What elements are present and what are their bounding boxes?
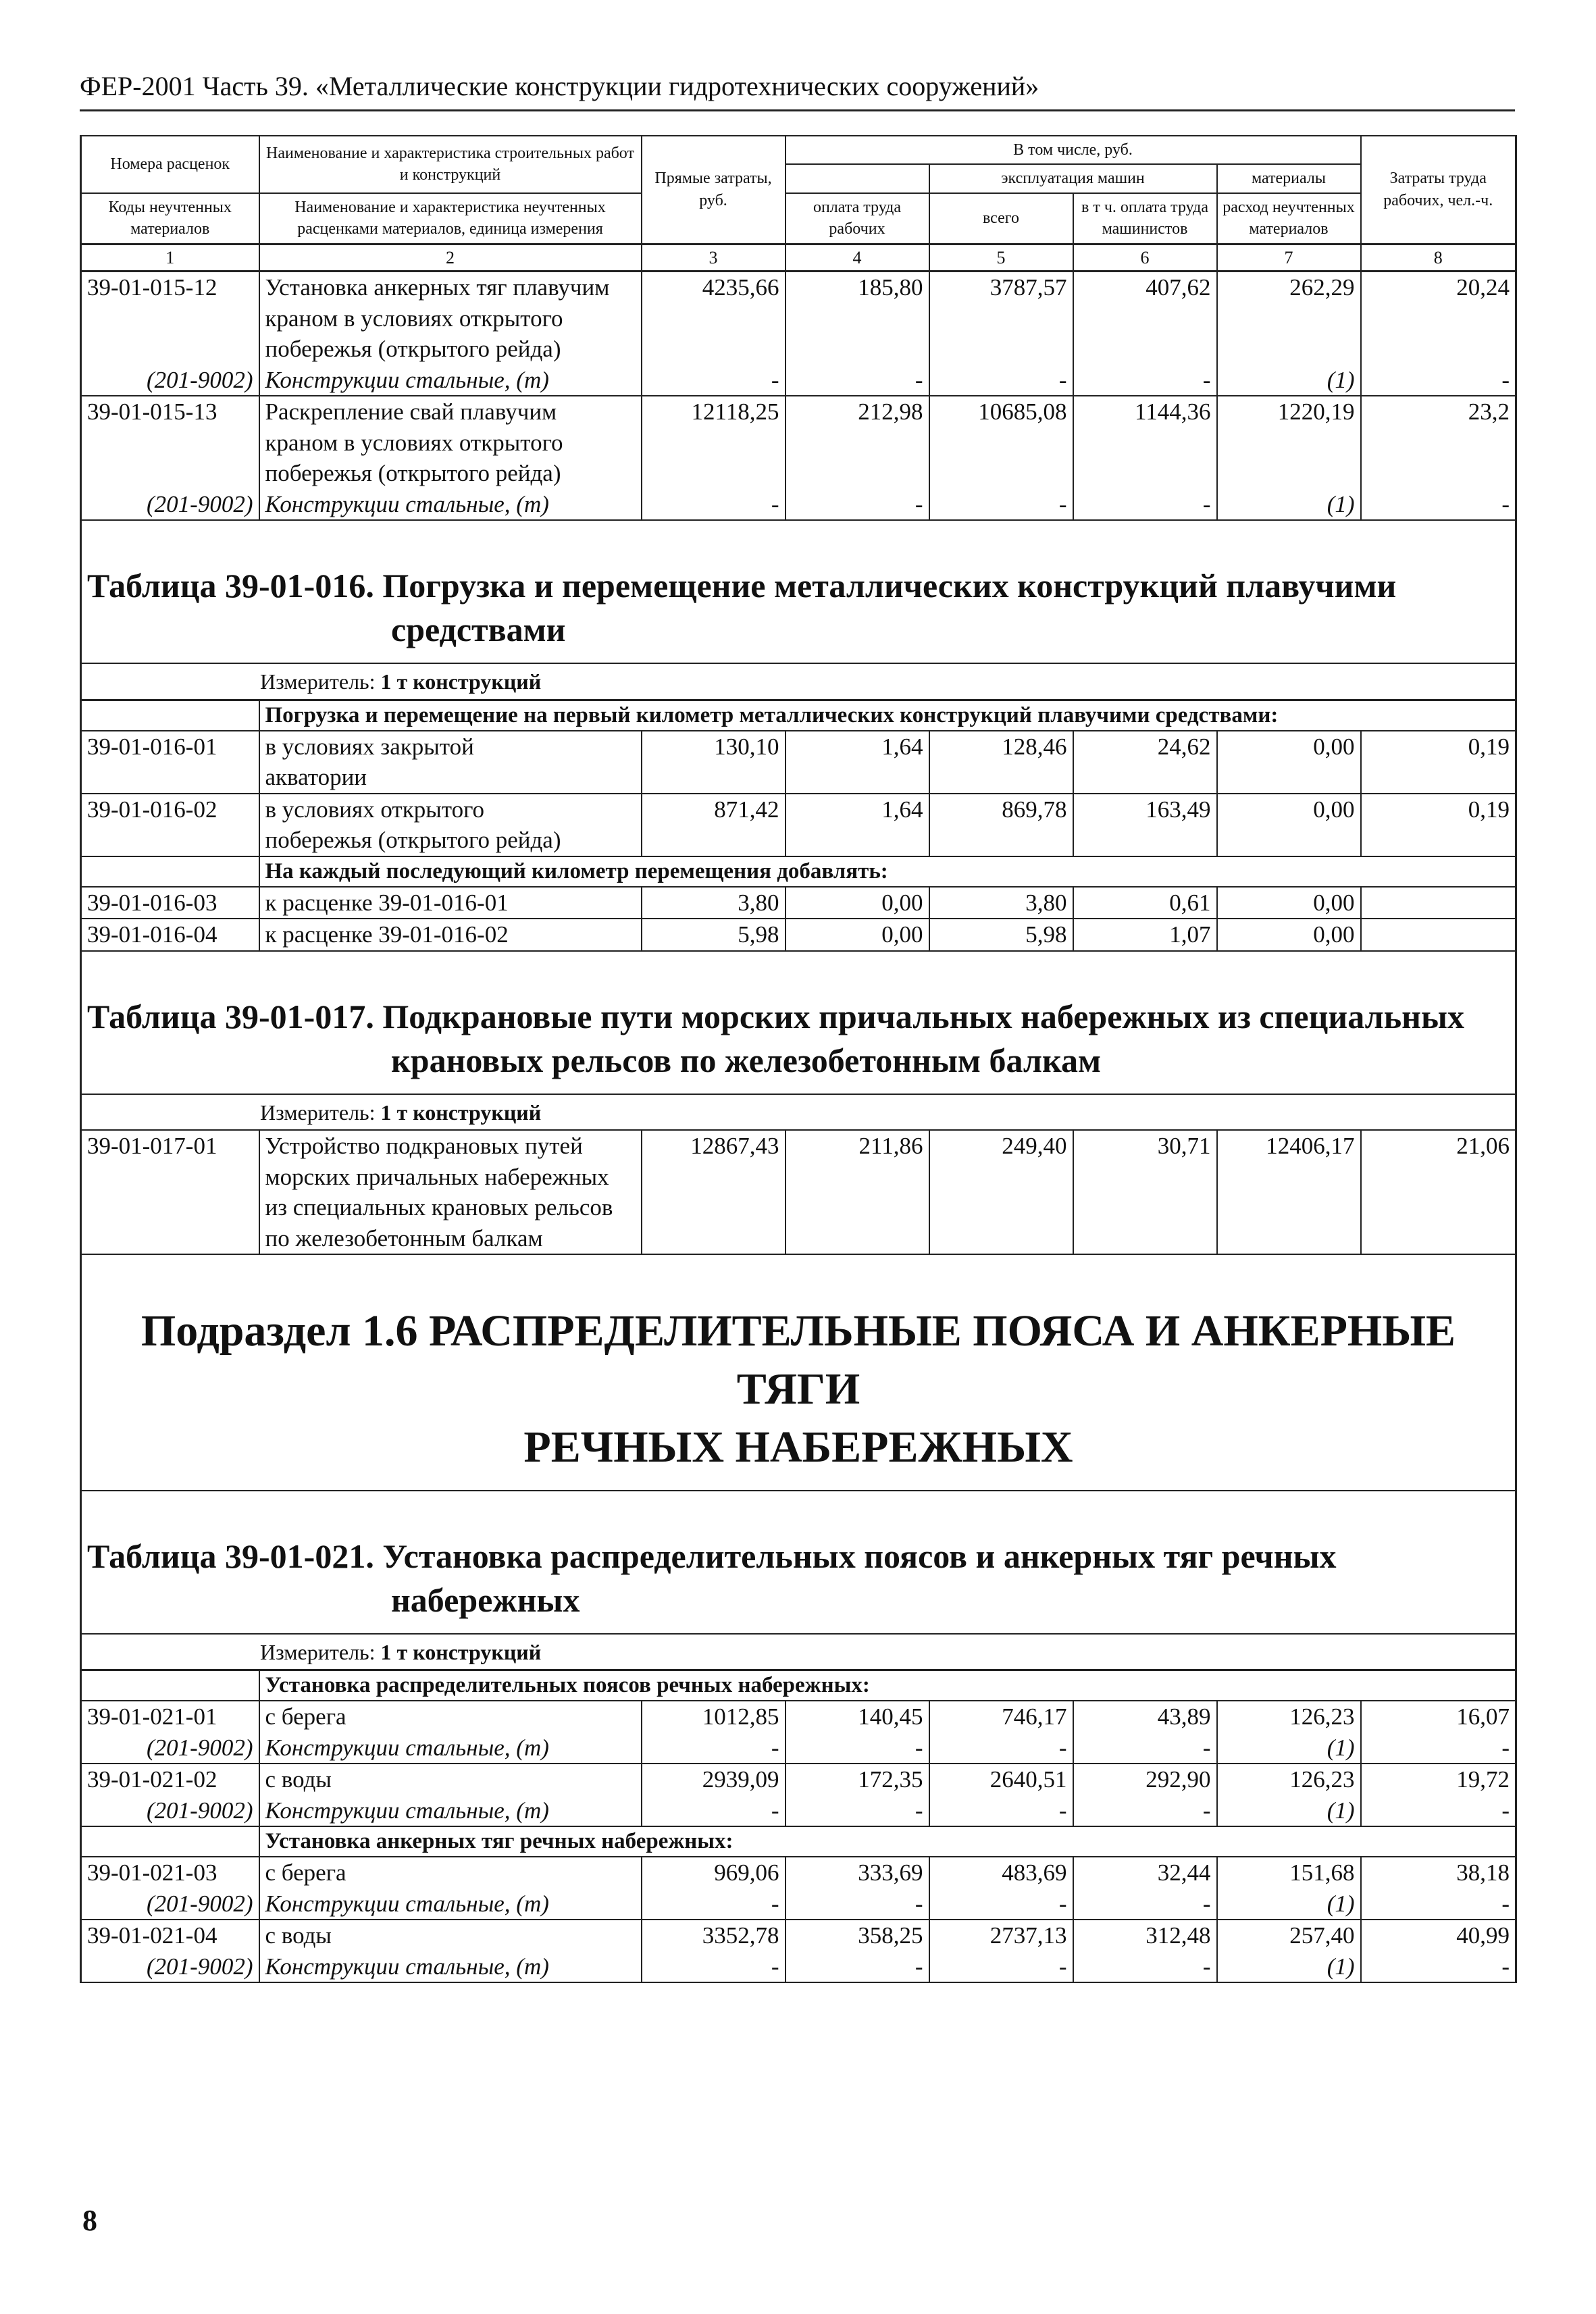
material-name-cell: Конструкции стальные, (т) [259, 365, 642, 396]
labor-cell: - [1361, 1795, 1516, 1827]
machines-total-cell: - [929, 489, 1073, 521]
machines-total-cell: 2737,13 [929, 1920, 1073, 1951]
gap-cell [81, 951, 1516, 961]
materials-cell: 126,23 [1217, 1764, 1361, 1795]
rate-row [81, 887, 1516, 919]
subheading-row [81, 700, 1516, 730]
work-name-line: морских причальных набережных [265, 1163, 609, 1190]
materials-cell: (1) [1217, 1951, 1361, 1983]
labor-cell: 19,72 [1361, 1764, 1516, 1795]
worker-pay-cell: 172,35 [786, 1764, 929, 1795]
operator-pay-cell: - [1073, 1951, 1217, 1983]
col-num: 4 [786, 244, 929, 272]
measure-label: Измеритель: [260, 669, 376, 694]
work-name-line: краном в условиях открытого [265, 305, 563, 332]
subheading-row [81, 1826, 1516, 1857]
operator-pay-cell: 30,71 [1073, 1130, 1217, 1254]
materials-cell: (1) [1217, 1888, 1361, 1920]
col-num: 8 [1361, 244, 1516, 272]
direct-costs-cell: - [642, 1951, 786, 1983]
work-name-line: Устройство подкрановых путей [265, 1133, 583, 1160]
machines-total-cell: 2640,51 [929, 1764, 1073, 1795]
rate-code-cell: 39-01-016-02 [81, 794, 259, 856]
operator-pay-cell: 32,44 [1073, 1857, 1217, 1888]
col-num: 7 [1217, 244, 1361, 272]
machines-total-cell: 746,17 [929, 1701, 1073, 1732]
header-including: В том числе, руб. [786, 136, 1361, 164]
rates-table [80, 135, 1517, 1983]
labor-cell: - [1361, 365, 1516, 396]
direct-costs-cell: - [642, 489, 786, 521]
header-materials: материалы [1217, 164, 1361, 192]
operator-pay-cell: - [1073, 1888, 1217, 1920]
work-name-line: побережья (открытого рейда) [265, 460, 561, 487]
work-name-cell [259, 396, 642, 489]
col-num: 2 [259, 244, 642, 272]
materials-cell: 0,00 [1217, 794, 1361, 856]
direct-costs-cell: 969,06 [642, 1857, 786, 1888]
rate-code-cell: 39-01-021-03 [81, 1857, 259, 1888]
subheading-cell: На каждый последующий километр перемещения добавлять: [259, 856, 1516, 887]
labor-cell: 16,07 [1361, 1701, 1516, 1732]
labor-cell: 0,19 [1361, 794, 1516, 856]
rate-row [81, 272, 1516, 365]
material-name-cell: Конструкции стальные, (т) [259, 1795, 642, 1827]
rate-code-cell: 39-01-021-02 [81, 1764, 259, 1795]
worker-pay-cell: - [786, 365, 929, 396]
direct-costs-cell: 12118,25 [642, 396, 786, 489]
work-name-cell [259, 919, 642, 951]
machines-total-cell: 483,69 [929, 1857, 1073, 1888]
rate-row [81, 1764, 1516, 1795]
direct-costs-cell: - [642, 1732, 786, 1764]
measure-label: Измеритель: [260, 1100, 376, 1125]
header-work-name: Наименование и характеристика строительных работ и конструкций [259, 136, 642, 193]
table-title-row [81, 961, 1516, 1094]
work-name-line: по железобетонным балкам [265, 1225, 543, 1252]
section-heading [81, 1275, 1516, 1490]
header-machines-total: всего [929, 193, 1073, 244]
materials-cell: (1) [1217, 1795, 1361, 1827]
work-name-cell [259, 731, 642, 794]
operator-pay-cell: 292,90 [1073, 1764, 1217, 1795]
subheading-cell: Установка распределительных поясов речных набережных: [259, 1670, 1516, 1701]
work-name-cell [259, 887, 642, 919]
rate-row [81, 1130, 1516, 1254]
table-title-line: Таблица 39-01-021. Установка распределительных поясов и анкерных тяг речных [87, 1537, 1337, 1575]
header-machines: эксплуатация машин [929, 164, 1217, 192]
work-name-line: акватории [265, 764, 367, 791]
operator-pay-cell: - [1073, 365, 1217, 396]
operator-pay-cell: 163,49 [1073, 794, 1217, 856]
subheading-cell: Установка анкерных тяг речных набережных: [259, 1826, 1516, 1857]
measure-row [81, 663, 1516, 700]
operator-pay-cell: 43,89 [1073, 1701, 1217, 1732]
material-row [81, 1888, 1516, 1920]
material-name-cell: Конструкции стальные, (т) [259, 1951, 642, 1983]
direct-costs-cell: 4235,66 [642, 272, 786, 365]
labor-cell: 21,06 [1361, 1130, 1516, 1254]
header-material-consumption: расход неучтенных материалов [1217, 193, 1361, 244]
material-code-cell: (201-9002) [81, 1951, 259, 1983]
labor-cell [1361, 887, 1516, 919]
machines-total-cell: - [929, 365, 1073, 396]
machines-total-cell: 3787,57 [929, 272, 1073, 365]
operator-pay-cell: 0,61 [1073, 887, 1217, 919]
direct-costs-cell: - [642, 365, 786, 396]
header-spacer [786, 164, 929, 192]
section-heading-line: Подраздел 1.6 РАСПРЕДЕЛИТЕЛЬНЫЕ ПОЯСА И АНКЕРНЫЕ ТЯГИ [140, 1306, 1456, 1414]
operator-pay-cell: 407,62 [1073, 272, 1217, 365]
material-code-cell: (201-9002) [81, 489, 259, 521]
table-title [81, 530, 1516, 663]
machines-total-cell: 249,40 [929, 1130, 1073, 1254]
direct-costs-cell: 871,42 [642, 794, 786, 856]
table-title-line: Таблица 39-01-016. Погрузка и перемещение металлических конструкций плавучими [87, 567, 1397, 605]
material-code-cell: (201-9002) [81, 1795, 259, 1827]
materials-cell: (1) [1217, 365, 1361, 396]
work-name-line: Раскрепление свай плавучим [265, 398, 557, 426]
rate-code-cell: 39-01-017-01 [81, 1130, 259, 1254]
rate-code-cell: 39-01-016-03 [81, 887, 259, 919]
table-title-row [81, 530, 1516, 663]
materials-cell: 12406,17 [1217, 1130, 1361, 1254]
material-row [81, 365, 1516, 396]
rate-row [81, 1857, 1516, 1888]
table-title-line: крановых рельсов по железобетонным балкам [391, 1041, 1102, 1079]
materials-cell: 151,68 [1217, 1857, 1361, 1888]
materials-cell: 0,00 [1217, 731, 1361, 794]
table-title [81, 961, 1516, 1094]
direct-costs-cell: 2939,09 [642, 1764, 786, 1795]
work-name-cell: с воды [259, 1764, 642, 1795]
header-row-1 [81, 136, 1516, 164]
machines-total-cell: - [929, 1951, 1073, 1983]
worker-pay-cell: 358,25 [786, 1920, 929, 1951]
material-name-cell: Конструкции стальные, (т) [259, 1732, 642, 1764]
operator-pay-cell: 24,62 [1073, 731, 1217, 794]
labor-cell: - [1361, 489, 1516, 521]
machines-total-cell: - [929, 1732, 1073, 1764]
machines-total-cell: - [929, 1888, 1073, 1920]
gap-cell [81, 1491, 1516, 1501]
material-code-cell: (201-9002) [81, 365, 259, 396]
worker-pay-cell: 0,00 [786, 919, 929, 951]
subheading-code-cell [81, 1826, 259, 1857]
header-labor-costs: Затраты труда рабочих, чел.-ч. [1361, 136, 1516, 244]
subheading-code-cell [81, 856, 259, 887]
work-name-line: побережья (открытого рейда) [265, 827, 561, 854]
worker-pay-cell: 1,64 [786, 794, 929, 856]
rate-code-cell: 39-01-016-04 [81, 919, 259, 951]
header-material-codes: Коды неучтенных материалов [81, 193, 259, 244]
section-gap [81, 1254, 1516, 1275]
labor-cell [1361, 919, 1516, 951]
direct-costs-cell: - [642, 1888, 786, 1920]
machines-total-cell: 10685,08 [929, 396, 1073, 489]
work-name-line: из специальных крановых рельсов [265, 1194, 613, 1221]
work-name-line: к расценке 39-01-016-01 [265, 889, 509, 916]
direct-costs-cell: 12867,43 [642, 1130, 786, 1254]
rate-code-cell: 39-01-015-13 [81, 396, 259, 489]
operator-pay-cell: 1,07 [1073, 919, 1217, 951]
worker-pay-cell: - [786, 489, 929, 521]
gap-cell [81, 520, 1516, 530]
measure-value: 1 т конструкций [380, 1639, 542, 1664]
subheading-cell: Погрузка и перемещение на первый километр металлических конструкций плавучими средствами: [259, 700, 1516, 730]
rate-row [81, 919, 1516, 951]
rate-row [81, 1920, 1516, 1951]
direct-costs-cell: 130,10 [642, 731, 786, 794]
worker-pay-cell: 185,80 [786, 272, 929, 365]
measure-value: 1 т конструкций [380, 1100, 542, 1125]
rate-row [81, 1701, 1516, 1732]
operator-pay-cell: - [1073, 1732, 1217, 1764]
materials-cell: (1) [1217, 489, 1361, 521]
work-name-cell [259, 794, 642, 856]
section-heading-line: РЕЧНЫХ НАБЕРЕЖНЫХ [523, 1422, 1073, 1472]
worker-pay-cell: 0,00 [786, 887, 929, 919]
table-title-line: средствами [391, 611, 566, 649]
materials-cell: (1) [1217, 1732, 1361, 1764]
table-title-row [81, 1501, 1516, 1634]
work-name-line: в условиях закрытой [265, 733, 474, 760]
material-row [81, 1732, 1516, 1764]
worker-pay-cell: 140,45 [786, 1701, 929, 1732]
subheading-row [81, 856, 1516, 887]
machines-total-cell: 128,46 [929, 731, 1073, 794]
measure-cell [81, 1094, 1516, 1131]
page-number: 8 [82, 2204, 97, 2237]
worker-pay-cell: - [786, 1888, 929, 1920]
worker-pay-cell: - [786, 1732, 929, 1764]
materials-cell: 257,40 [1217, 1920, 1361, 1951]
work-name-line: побережья (открытого рейда) [265, 336, 561, 363]
materials-cell: 126,23 [1217, 1701, 1361, 1732]
direct-costs-cell: 1012,85 [642, 1701, 786, 1732]
machines-total-cell: - [929, 1795, 1073, 1827]
material-name-cell: Конструкции стальные, (т) [259, 489, 642, 521]
material-row [81, 1951, 1516, 1983]
subheading-row [81, 1670, 1516, 1701]
measure-cell [81, 1634, 1516, 1670]
materials-cell: 0,00 [1217, 919, 1361, 951]
operator-pay-cell: - [1073, 1795, 1217, 1827]
rate-code-cell: 39-01-021-01 [81, 1701, 259, 1732]
measure-row [81, 1634, 1516, 1670]
running-head: ФЕР-2001 Часть 39. «Металлические конструкции гидротехнических сооружений» [80, 71, 1039, 101]
header-direct-costs: Прямые затраты, руб. [642, 136, 786, 244]
work-name-cell [259, 272, 642, 365]
work-name-cell: с берега [259, 1857, 642, 1888]
work-name-line: к расценке 39-01-016-02 [265, 921, 509, 948]
direct-costs-cell: - [642, 1795, 786, 1827]
labor-cell: 20,24 [1361, 272, 1516, 365]
direct-costs-cell: 5,98 [642, 919, 786, 951]
labor-cell: - [1361, 1951, 1516, 1983]
materials-cell: 1220,19 [1217, 396, 1361, 489]
header-rule [80, 109, 1515, 111]
header-worker-pay: оплата труда рабочих [786, 193, 929, 244]
labor-cell: 40,99 [1361, 1920, 1516, 1951]
machines-total-cell: 5,98 [929, 919, 1073, 951]
operator-pay-cell: 312,48 [1073, 1920, 1217, 1951]
rate-code-cell: 39-01-015-12 [81, 272, 259, 365]
gap-cell [81, 1254, 1516, 1275]
worker-pay-cell: 1,64 [786, 731, 929, 794]
header-material-names: Наименование и характеристика неучтенных расценками материалов, единица измерения [259, 193, 642, 244]
work-name-cell: с берега [259, 1701, 642, 1732]
labor-cell: - [1361, 1888, 1516, 1920]
table-gap [81, 951, 1516, 961]
rate-code-cell: 39-01-016-01 [81, 731, 259, 794]
work-name-line: краном в условиях открытого [265, 429, 563, 456]
direct-costs-cell: 3352,78 [642, 1920, 786, 1951]
operator-pay-cell: 1144,36 [1073, 396, 1217, 489]
worker-pay-cell: - [786, 1951, 929, 1983]
material-row [81, 1795, 1516, 1827]
materials-cell: 0,00 [1217, 887, 1361, 919]
col-num: 3 [642, 244, 786, 272]
work-name-line: Установка анкерных тяг плавучим [265, 274, 610, 301]
operator-pay-cell: - [1073, 489, 1217, 521]
worker-pay-cell: 333,69 [786, 1857, 929, 1888]
table-title-line: набережных [391, 1580, 580, 1619]
material-code-cell: (201-9002) [81, 1888, 259, 1920]
worker-pay-cell: - [786, 1795, 929, 1827]
subheading-code-cell [81, 700, 259, 730]
work-name-cell: с воды [259, 1920, 642, 1951]
rate-row [81, 396, 1516, 489]
work-name-cell [259, 1130, 642, 1254]
table-gap [81, 1491, 1516, 1501]
col-num: 5 [929, 244, 1073, 272]
table-title [81, 1501, 1516, 1634]
measure-row [81, 1094, 1516, 1131]
col-num: 1 [81, 244, 259, 272]
table-gap [81, 520, 1516, 530]
material-row [81, 489, 1516, 521]
labor-cell: 38,18 [1361, 1857, 1516, 1888]
worker-pay-cell: 212,98 [786, 396, 929, 489]
direct-costs-cell: 3,80 [642, 887, 786, 919]
labor-cell: 23,2 [1361, 396, 1516, 489]
measure-label: Измеритель: [260, 1639, 376, 1664]
material-code-cell: (201-9002) [81, 1732, 259, 1764]
header-rate-numbers: Номера расценок [81, 136, 259, 193]
material-name-cell: Конструкции стальные, (т) [259, 1888, 642, 1920]
section-heading-row [81, 1275, 1516, 1490]
work-name-line: в условиях открытого [265, 796, 485, 823]
column-numbers-row [81, 244, 1516, 272]
measure-value: 1 т конструкций [380, 669, 542, 694]
labor-cell: - [1361, 1732, 1516, 1764]
machines-total-cell: 869,78 [929, 794, 1073, 856]
col-num: 6 [1073, 244, 1217, 272]
rate-row [81, 794, 1516, 856]
rate-code-cell: 39-01-021-04 [81, 1920, 259, 1951]
labor-cell: 0,19 [1361, 731, 1516, 794]
rate-row [81, 731, 1516, 794]
subheading-code-cell [81, 1670, 259, 1701]
materials-cell: 262,29 [1217, 272, 1361, 365]
worker-pay-cell: 211,86 [786, 1130, 929, 1254]
measure-cell [81, 663, 1516, 700]
table-title-line: Таблица 39-01-017. Подкрановые пути морских причальных набережных из специальных [87, 997, 1465, 1035]
machines-total-cell: 3,80 [929, 887, 1073, 919]
header-operator-pay: в т ч. оплата труда машинистов [1073, 193, 1217, 244]
